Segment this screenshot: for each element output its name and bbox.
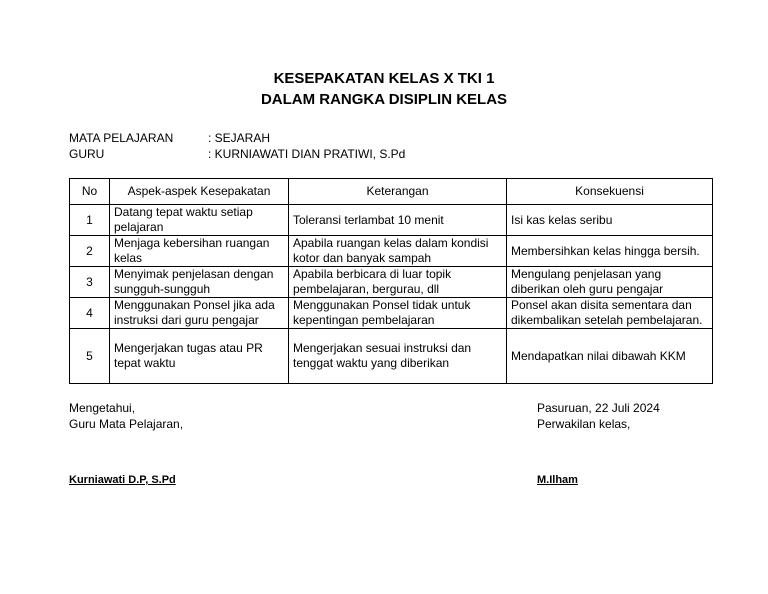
table-row bbox=[70, 267, 713, 298]
row-no: 3 bbox=[70, 267, 110, 298]
teacher-label: GURU bbox=[69, 147, 105, 161]
row-keterangan: Apabila ruangan kelas dalam kondisi kotor dan banyak sampah bbox=[289, 236, 507, 267]
row-konsekuensi: Mengulang penjelasan yang diberikan oleh guru pengajar bbox=[507, 267, 713, 298]
row-keterangan: Mengerjakan sesuai instruksi dan tenggat waktu yang diberikan bbox=[289, 329, 507, 384]
row-keterangan: Menggunakan Ponsel tidak untuk kepentingan pembelajaran bbox=[289, 298, 507, 329]
header-konsekuensi: Konsekuensi bbox=[507, 179, 713, 205]
class-rep-label: Perwakilan kelas, bbox=[537, 417, 631, 431]
header-aspek: Aspek-aspek Kesepakatan bbox=[110, 179, 289, 205]
row-konsekuensi: Isi kas kelas seribu bbox=[507, 205, 713, 236]
row-aspek: Menyimak penjelasan dengan sungguh-sungguh bbox=[110, 267, 289, 298]
subject-row bbox=[69, 130, 270, 146]
row-aspek: Menggunakan Ponsel jika ada instruksi dari guru pengajar bbox=[110, 298, 289, 329]
teacher-row bbox=[69, 146, 405, 162]
teacher-signature-name: Kurniawati D.P, S.Pd bbox=[69, 474, 176, 486]
acknowledgement-block bbox=[69, 400, 183, 432]
row-keterangan: Toleransi terlambat 10 menit bbox=[289, 205, 507, 236]
row-no: 1 bbox=[70, 205, 110, 236]
row-keterangan: Apabila berbicara di luar topik pembelajaran, bergurau, dll bbox=[289, 267, 507, 298]
teacher-role-label: Guru Mata Pelajaran, bbox=[69, 417, 184, 431]
class-rep-signature-name: M.Ilham bbox=[537, 474, 578, 486]
table-row bbox=[70, 205, 713, 236]
row-no: 5 bbox=[70, 329, 110, 384]
row-aspek: Menjaga kebersihan ruangan kelas bbox=[110, 236, 289, 267]
table-header-row bbox=[70, 179, 713, 205]
document-title: KESEPAKATAN KELAS X TKI 1 bbox=[273, 70, 495, 87]
subject-label: MATA PELAJARAN bbox=[69, 131, 174, 145]
table-row bbox=[70, 329, 713, 384]
place-date: Pasuruan, 22 Juli 2024 bbox=[537, 401, 660, 415]
table-row bbox=[70, 236, 713, 267]
row-konsekuensi: Ponsel akan disita sementara dan dikembalikan setelah pembelajaran. bbox=[507, 298, 713, 329]
teacher-value: : KURNIAWATI DIAN PRATIWI, S.Pd bbox=[208, 147, 406, 161]
row-no: 4 bbox=[70, 298, 110, 329]
subject-value: : SEJARAH bbox=[208, 131, 271, 145]
row-aspek: Mengerjakan tugas atau PR tepat waktu bbox=[110, 329, 289, 384]
header-no: No bbox=[70, 179, 110, 205]
date-block bbox=[537, 400, 660, 432]
table-row bbox=[70, 298, 713, 329]
row-no: 2 bbox=[70, 236, 110, 267]
agreement-table bbox=[69, 178, 713, 384]
acknowledged-label: Mengetahui, bbox=[69, 401, 136, 415]
row-konsekuensi: Mendapatkan nilai dibawah KKM bbox=[507, 329, 713, 384]
document-subtitle: DALAM RANGKA DISIPLIN KELAS bbox=[260, 91, 508, 108]
row-konsekuensi: Membersihkan kelas hingga bersih. bbox=[507, 236, 713, 267]
row-aspek: Datang tepat waktu setiap pelajaran bbox=[110, 205, 289, 236]
header-keterangan: Keterangan bbox=[289, 179, 507, 205]
